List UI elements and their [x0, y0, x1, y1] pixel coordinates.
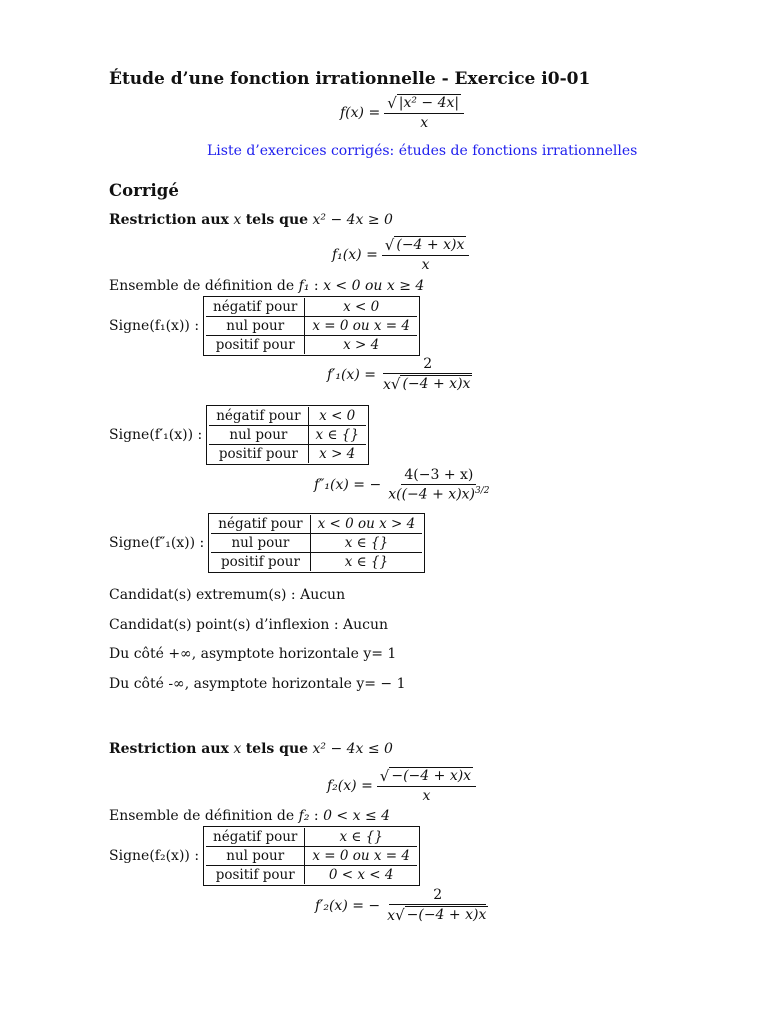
sign-f1-second-table: [211, 515, 422, 571]
table-row: nul pour x ∈ {}: [211, 534, 422, 553]
sign-f2-label: Signe(f₂(x)) :: [109, 848, 200, 864]
asymptote-plus-infinity: Du côté +∞, asymptote horizontale y= 1: [109, 646, 397, 662]
sign-f2: [109, 826, 420, 886]
sign-f1-prime-label: Signe(f′₁(x)) :: [109, 427, 203, 443]
asymptote-minus-infinity: Du côté -∞, asymptote horizontale y= − 1: [109, 676, 406, 692]
table-row: positif pour x > 4: [209, 445, 366, 464]
f2-derivative: f′₂(x) = − 2 x √ −(−4 + x)x: [315, 887, 487, 924]
f1-definition: f₁(x) = √ (−4 + x)x x: [332, 236, 469, 273]
sign-f1-table: [206, 298, 417, 354]
sign-f2-table: [206, 828, 417, 884]
table-row: positif pour x ∈ {}: [211, 553, 422, 572]
main-function: [340, 94, 464, 131]
f2-definition: f₂(x) = √ −(−4 + x)x x: [327, 767, 476, 804]
exercise-list-link[interactable]: Liste d’exercices corrigés: études de fonctions irrationnelles: [207, 143, 638, 159]
main-function-numerator: |x² − 4x|: [398, 95, 460, 111]
table-row: positif pour x > 4: [206, 336, 417, 355]
extremum-candidates: Candidat(s) extremum(s) : Aucun: [109, 587, 346, 603]
page-title: Étude d’une fonction irrationnelle - Exercice i0-01: [109, 69, 591, 89]
sign-f1-second-label: Signe(f″₁(x)) :: [109, 535, 205, 551]
main-function-fraction: [384, 94, 464, 131]
restriction-2-heading: Restriction aux x tels que x² − 4x ≤ 0: [109, 741, 393, 757]
table-row: négatif pour x < 0 ou x > 4: [211, 515, 422, 534]
table-row: nul pour x = 0 ou x = 4: [206, 317, 417, 336]
table-row: nul pour x ∈ {}: [209, 426, 366, 445]
f1-second-derivative: f″₁(x) = − $\frac{4(-3 + x)}{x((-4 + x)x)^{3/2}}$: [314, 467, 490, 503]
table-row: positif pour 0 < x < 4: [206, 866, 417, 885]
sign-f1-prime-table: [209, 407, 366, 463]
sign-f1: [109, 296, 420, 356]
main-function-lhs: f(x) =: [340, 104, 381, 121]
sign-f1-second: [109, 513, 425, 573]
table-row: nul pour x = 0 ou x = 4: [206, 847, 417, 866]
corrige-heading: Corrigé: [109, 181, 179, 200]
table-row: négatif pour x ∈ {}: [206, 828, 417, 847]
sqrt-symbol: √: [387, 94, 397, 112]
sign-f1-prime: [109, 405, 369, 465]
restriction-1-heading: Restriction aux x tels que x² − 4x ≥ 0: [109, 212, 393, 228]
sign-f1-label: Signe(f₁(x)) :: [109, 318, 200, 334]
f1-derivative: f′₁(x) = 2 x √ (−4 + x)x: [327, 356, 471, 393]
f2-domain: Ensemble de définition de f₂ : 0 < x ≤ 4: [109, 808, 391, 824]
table-row: négatif pour x < 0: [209, 407, 366, 426]
main-function-denominator: x: [420, 115, 429, 131]
table-row: négatif pour x < 0: [206, 298, 417, 317]
inflexion-candidates: Candidat(s) point(s) d’inflexion : Aucun: [109, 617, 389, 633]
f1-domain: Ensemble de définition de f₁ : x < 0 ou x ≥ 4: [109, 278, 425, 294]
